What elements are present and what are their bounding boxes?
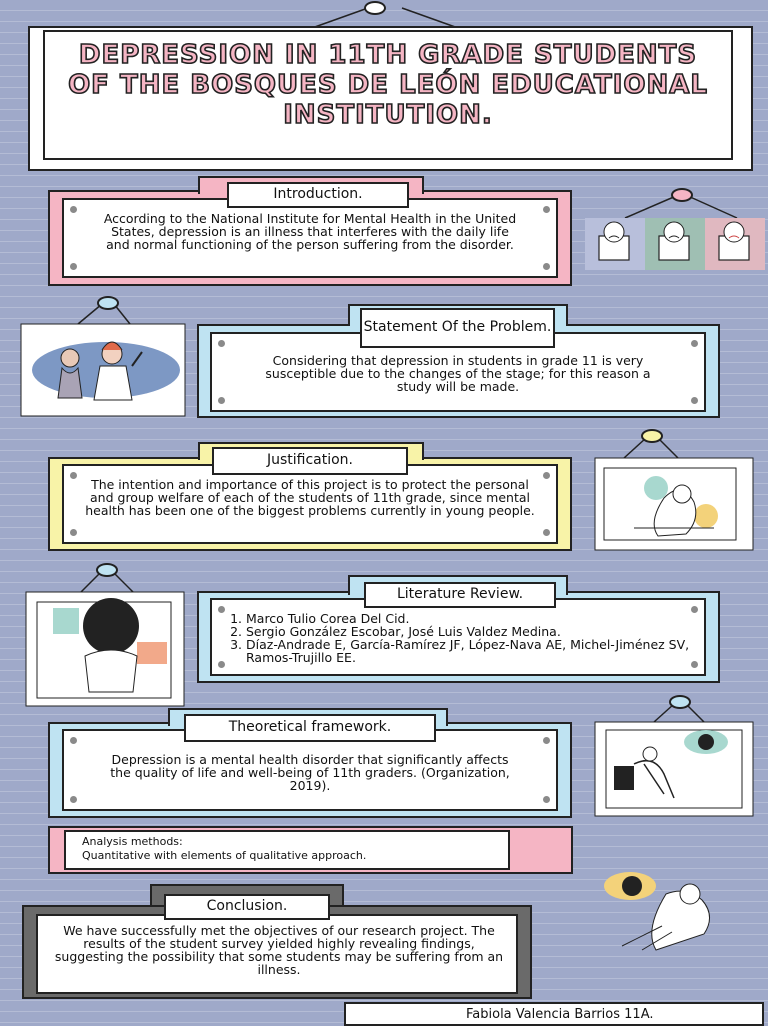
conclusion-label: Conclusion. (164, 894, 330, 920)
introduction-label: Introduction. (227, 182, 409, 208)
literature-list (230, 612, 716, 664)
literature-item: 3. Díaz-Andrade E, García-Ramírez JF, López-Nava AE, Michel-Jiménez SV, Ramos-Trujillo EE. (246, 638, 716, 664)
page-title: DEPRESSION IN 11TH GRADE STUDENTS OF THE BOSQUES DE LEÓN EDUCATIONAL INSTITUTION. (68, 40, 708, 130)
head-in-hands-illustration (602, 870, 728, 954)
analysis-title: Analysis methods: (82, 835, 183, 848)
analysis-box (64, 830, 510, 870)
conclusion-box (36, 914, 518, 994)
introduction-box (62, 198, 558, 278)
literature-item: 2. Sergio González Escobar, José Luis Valdez Medina. (246, 625, 716, 638)
crying-girl-illustration (594, 428, 754, 552)
justification-box (62, 464, 558, 544)
statement-text: Considering that depression in students in grade 11 is very susceptible due to the changes of the stage; for this reason a study will be made. (265, 353, 651, 394)
author-name: Fabiola Valencia Barrios 11A. (466, 1007, 654, 1022)
justification-text: The intention and importance of this project is to protect the personal and group welfare of each of the students of 11th grade, since mental health has been one of the biggest problems currently in young people. (85, 477, 535, 518)
curly-hair-person-illustration (25, 562, 185, 708)
conclusion-text: We have successfully met the objectives of our research project. The results of the student survey yielded highly revealing findings, suggesting the possibility that some students may be suffering from an illness. (54, 923, 504, 977)
literature-box (210, 598, 706, 676)
literature-item: 1. Marco Tulio Corea Del Cid. (246, 612, 716, 625)
two-women-illustration (20, 296, 186, 418)
theoretical-label: Theoretical framework. (184, 714, 436, 742)
justification-label: Justification. (212, 447, 408, 475)
sitting-person-illustration (594, 694, 754, 818)
title-box (43, 30, 733, 160)
literature-label: Literature Review. (364, 582, 556, 608)
introduction-text: According to the National Institute for Mental Health in the United States, depression is an illness that interferes with the daily life and normal functioning of the person suffering from the disorder. (103, 211, 517, 252)
theoretical-text: Depression is a mental health disorder that significantly affects the quality of life and well-being of 11th graders. (Organization, 2019). (110, 752, 510, 793)
statement-label: Statement Of the Problem. (360, 308, 555, 348)
analysis-text: Quantitative with elements of qualitative approach. (82, 849, 367, 862)
sad-faces-illustration (585, 186, 765, 272)
author-box (344, 1002, 764, 1026)
